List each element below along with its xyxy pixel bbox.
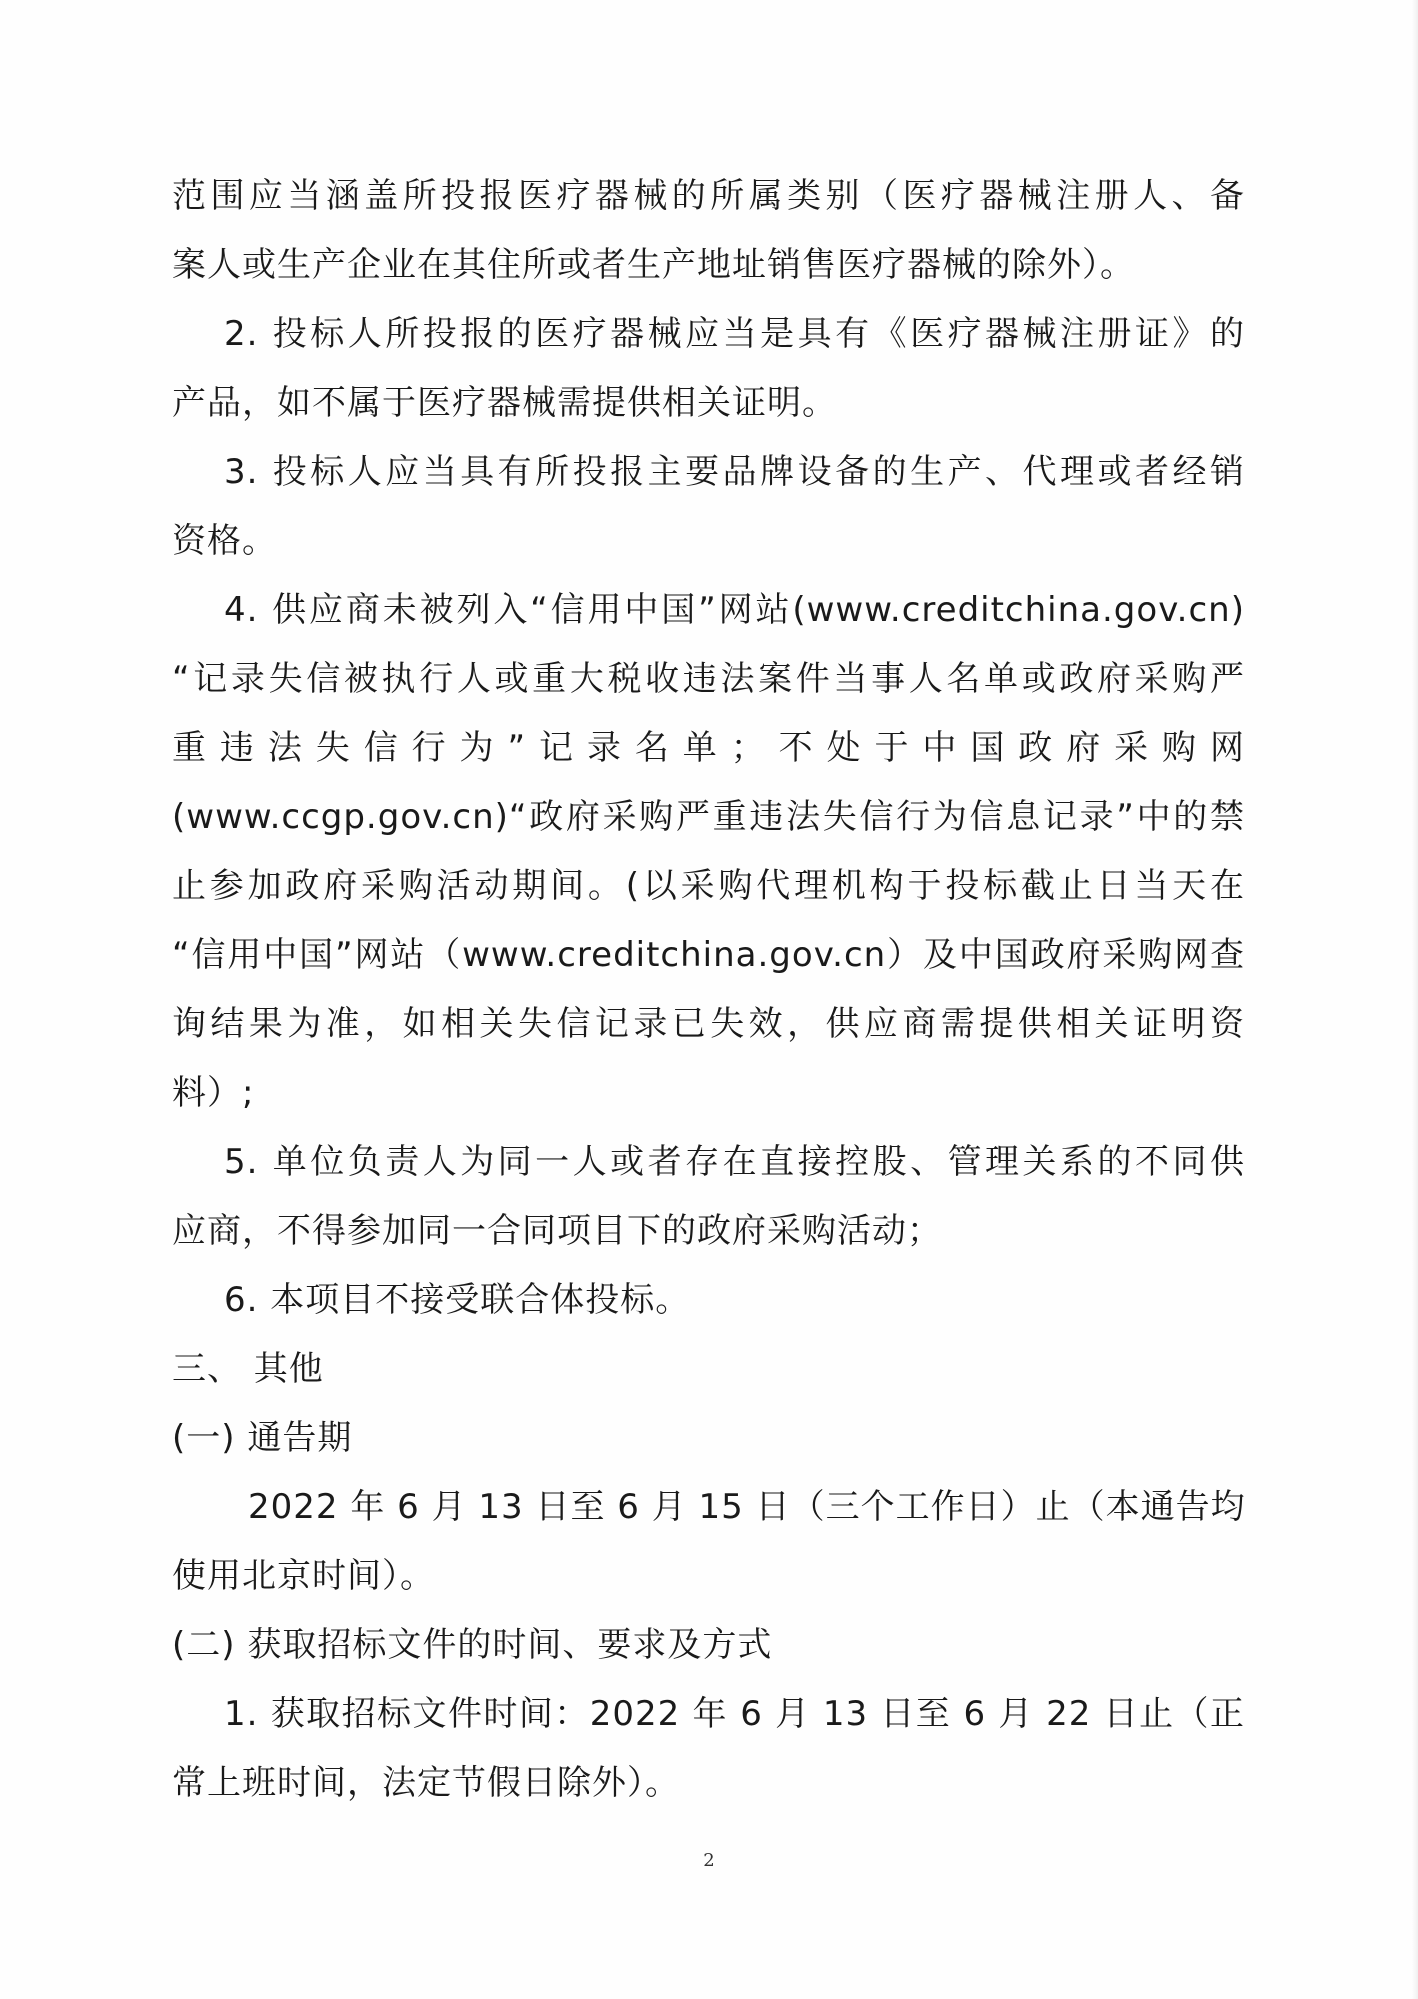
text-line-17: 6. 本项目不接受联合体投标。 [224, 1280, 691, 1320]
text-line-8: “记录失信被执行人或重大税收违法案件当事人名单或政府采购严 [172, 659, 1245, 699]
text-line-14: 料）; [172, 1073, 255, 1113]
text-line-20: 2022 年 6 月 13 日至 6 月 15 日（三个工作日）止（本通告均 [248, 1487, 1246, 1527]
text-line-2: 案人或生产企业在其住所或者生产地址销售医疗器械的除外）。 [172, 245, 1135, 285]
text-line-4: 产品，如不属于医疗器械需提供相关证明。 [172, 383, 837, 423]
text-line-21: 使用北京时间）。 [172, 1556, 435, 1596]
subheading-tender-docs: (二) 获取招标文件的时间、要求及方式 [172, 1625, 773, 1665]
text-line-7: 4. 供应商未被列入“信用中国”网站(www.creditchina.gov.cn) [224, 590, 1245, 630]
text-line-10: (www.ccgp.gov.cn)“政府采购严重违法失信行为信息记录”中的禁 [172, 797, 1245, 837]
text-line-9: 重违法失信行为”记录名单；不处于中国政府采购网 [172, 728, 1245, 768]
text-line-11: 止参加政府采购活动期间。(以采购代理机构于投标截止日当天在 [172, 866, 1245, 906]
text-line-12: “信用中国”网站（www.creditchina.gov.cn）及中国政府采购网查 [172, 935, 1245, 975]
text-line-6: 资格。 [172, 521, 277, 561]
text-line-5: 3. 投标人应当具有所投报主要品牌设备的生产、代理或者经销 [224, 452, 1245, 492]
subheading-notice-period: (一) 通告期 [172, 1418, 353, 1458]
page-number: 2 [703, 1850, 715, 1871]
text-line-24: 常上班时间，法定节假日除外）。 [172, 1763, 680, 1803]
section-heading-other: 三、 其他 [172, 1349, 324, 1389]
text-line-16: 应商，不得参加同一合同项目下的政府采购活动； [172, 1211, 942, 1251]
text-line-1: 范围应当涵盖所投报医疗器械的所属类别（医疗器械注册人、备 [172, 176, 1245, 216]
text-line-13: 询结果为准，如相关失信记录已失效，供应商需提供相关证明资 [172, 1004, 1245, 1044]
text-line-15: 5. 单位负责人为同一人或者存在直接控股、管理关系的不同供 [224, 1142, 1245, 1182]
scan-edge-shadow [1412, 0, 1418, 1999]
text-line-3: 2. 投标人所投报的医疗器械应当是具有《医疗器械注册证》的 [224, 314, 1245, 354]
text-line-23: 1. 获取招标文件时间：2022 年 6 月 13 日至 6 月 22 日止（正 [224, 1694, 1245, 1734]
